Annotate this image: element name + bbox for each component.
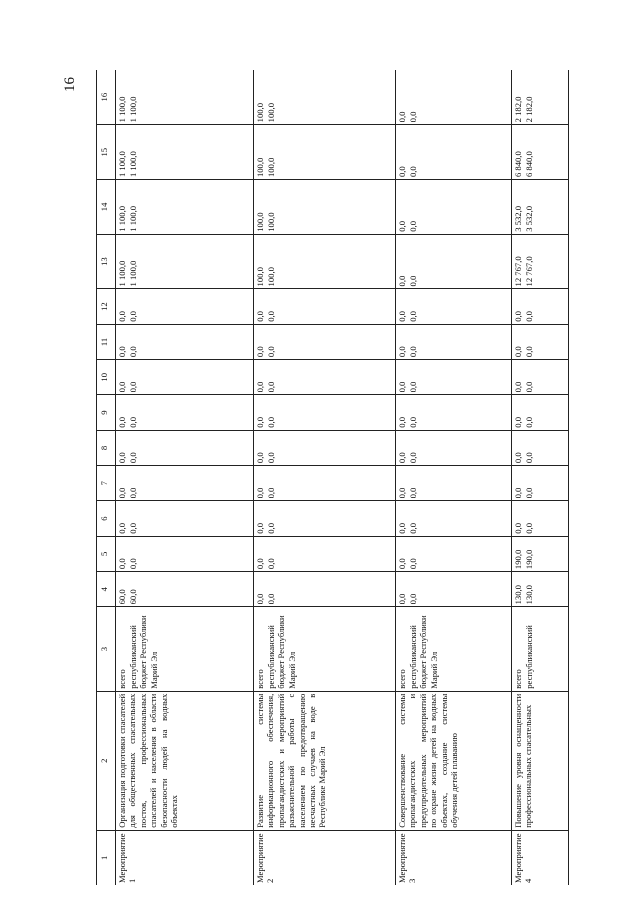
value: 1 100,0	[128, 151, 138, 178]
value: 0,0	[266, 522, 276, 534]
value: 0,0	[513, 522, 523, 534]
table-row	[254, 70, 396, 885]
funding-source: всего	[397, 669, 407, 689]
column-header: 4	[97, 572, 116, 607]
value: 0,0	[266, 311, 276, 322]
value: 0,0	[524, 311, 534, 322]
value: 0,0	[397, 346, 407, 358]
value-cell	[396, 536, 512, 571]
value: 100,0	[255, 157, 265, 178]
value: 0,0	[397, 111, 407, 123]
value: 190,0	[524, 549, 534, 570]
value: 0,0	[128, 381, 138, 393]
value: 1 100,0	[117, 205, 127, 232]
value: 1 100,0	[117, 151, 127, 178]
column-header: 11	[97, 324, 116, 359]
value: 0,0	[408, 275, 418, 287]
value-cell	[512, 536, 569, 571]
value: 0,0	[117, 311, 127, 322]
value-cell	[116, 430, 254, 465]
value-cell	[254, 430, 396, 465]
value-cell	[512, 430, 569, 465]
value: 3 532,0	[513, 205, 523, 232]
value: 0,0	[128, 522, 138, 534]
column-header: 5	[97, 536, 116, 571]
value: 0,0	[117, 381, 127, 393]
value-cell	[512, 466, 569, 501]
value: 0,0	[117, 558, 127, 570]
value: 0,0	[255, 487, 265, 499]
value-cell	[254, 501, 396, 536]
value: 0,0	[397, 220, 407, 232]
value-cell	[254, 234, 396, 289]
value: 0,0	[524, 452, 534, 464]
value: 0,0	[266, 558, 276, 570]
value: 0,0	[266, 593, 276, 605]
value-cell	[254, 70, 396, 125]
value: 0,0	[266, 346, 276, 358]
value: 130,0	[513, 585, 523, 605]
value: 1 100,0	[128, 260, 138, 287]
value: 0,0	[266, 381, 276, 393]
value: 0,0	[128, 487, 138, 499]
value-cell	[116, 395, 254, 430]
funding-source: всего	[117, 669, 127, 689]
value: 0,0	[513, 346, 523, 358]
value: 100,0	[266, 212, 276, 232]
value: 6 840,0	[513, 151, 523, 178]
value-cell	[254, 360, 396, 395]
value: 0,0	[397, 452, 407, 464]
value: 0,0	[255, 452, 265, 464]
value: 0,0	[128, 417, 138, 428]
value: 0,0	[255, 381, 265, 393]
column-header: 16	[97, 70, 116, 125]
value-cell	[396, 395, 512, 430]
value: 1 100,0	[117, 260, 127, 287]
column-header: 3	[97, 607, 116, 691]
value: 0,0	[408, 558, 418, 570]
value: 100,0	[255, 212, 265, 232]
value: 0,0	[255, 558, 265, 570]
measure-description: Организация подготовки спасателей для общественных спасательных постов, профессиональных спасателей и населения в области безопасности людей на водных объектах	[116, 691, 254, 830]
value: 100,0	[266, 102, 276, 123]
funding-source-cell	[254, 607, 396, 691]
value-cell	[116, 501, 254, 536]
rotated-table-container	[96, 70, 564, 885]
column-header: 12	[97, 289, 116, 324]
value: 0,0	[397, 593, 407, 605]
value: 0,0	[255, 522, 265, 534]
value: 130,0	[524, 585, 534, 605]
column-header: 13	[97, 234, 116, 289]
value: 0,0	[408, 381, 418, 393]
column-header: 10	[97, 360, 116, 395]
value: 0,0	[128, 311, 138, 322]
value: 0,0	[408, 166, 418, 178]
value-cell	[512, 125, 569, 180]
table-row	[396, 70, 512, 885]
measure-label: Мероприятие 4	[512, 830, 569, 885]
value: 0,0	[117, 346, 127, 358]
funding-source: республиканский бюджет Республики Марий Эл	[408, 615, 439, 689]
value: 12 767,0	[513, 256, 523, 287]
page-number: 16	[62, 77, 78, 92]
column-header: 9	[97, 395, 116, 430]
value-cell	[512, 572, 569, 607]
value-cell	[396, 360, 512, 395]
value: 0,0	[397, 381, 407, 393]
table-row	[116, 70, 254, 885]
value: 0,0	[408, 452, 418, 464]
value: 0,0	[513, 417, 523, 428]
funding-source: республиканский	[524, 625, 534, 689]
value: 0,0	[128, 452, 138, 464]
value: 0,0	[408, 593, 418, 605]
measure-description: Совершенствование системы пропагандистских и предупредительных мероприятий по охране жизни детей на водных объектах, создание системы обучения детей плаванию	[396, 691, 512, 830]
funding-source: всего	[513, 669, 523, 689]
value: 0,0	[397, 558, 407, 570]
value: 0,0	[408, 111, 418, 123]
column-header: 6	[97, 501, 116, 536]
value: 0,0	[408, 487, 418, 499]
value: 0,0	[266, 417, 276, 428]
value-cell	[254, 125, 396, 180]
table-row	[512, 70, 569, 885]
measure-description: Повышение уровня оснащенности профессиональных спасательных	[512, 691, 569, 830]
funding-source-cell	[512, 607, 569, 691]
value: 100,0	[255, 102, 265, 123]
value-cell	[116, 234, 254, 289]
value: 0,0	[397, 417, 407, 428]
column-header: 14	[97, 180, 116, 235]
value: 0,0	[397, 275, 407, 287]
value: 0,0	[513, 311, 523, 322]
value-cell	[116, 324, 254, 359]
measure-description: Развитие системы информационного обеспечения, пропагандистских и мероприятий разъяснительной работы с населением по предотвращению несчастных случаев на воде в Республике Марий Эл	[254, 691, 396, 830]
value: 100,0	[255, 267, 265, 287]
value: 0,0	[524, 417, 534, 428]
value-cell	[396, 430, 512, 465]
value-cell	[396, 501, 512, 536]
value-cell	[396, 466, 512, 501]
value-cell	[512, 360, 569, 395]
value-cell	[116, 360, 254, 395]
value-cell	[254, 324, 396, 359]
value: 0,0	[408, 220, 418, 232]
value-cell	[396, 70, 512, 125]
value-cell	[116, 125, 254, 180]
header-row	[97, 70, 116, 885]
value: 0,0	[524, 487, 534, 499]
value: 60,0	[128, 589, 138, 605]
value-cell	[396, 180, 512, 235]
value: 0,0	[128, 558, 138, 570]
value-cell	[512, 70, 569, 125]
value: 0,0	[524, 381, 534, 393]
value: 0,0	[255, 311, 265, 322]
value-cell	[116, 180, 254, 235]
value-cell	[254, 572, 396, 607]
value: 0,0	[408, 522, 418, 534]
value: 1 100,0	[128, 205, 138, 232]
value: 0,0	[397, 487, 407, 499]
value-cell	[396, 324, 512, 359]
value-cell	[512, 234, 569, 289]
value: 12 767,0	[524, 256, 534, 287]
column-header: 7	[97, 466, 116, 501]
value: 0,0	[255, 346, 265, 358]
measure-label: Мероприятие 3	[396, 830, 512, 885]
value-cell	[396, 572, 512, 607]
measure-label: Мероприятие 1	[116, 830, 254, 885]
measure-label: Мероприятие 2	[254, 830, 396, 885]
value-cell	[512, 395, 569, 430]
column-header: 2	[97, 691, 116, 830]
value: 2 182,0	[524, 96, 534, 123]
funding-source: республиканский бюджет Республики Марий Эл	[266, 615, 297, 689]
value: 0,0	[408, 346, 418, 358]
value: 0,0	[128, 346, 138, 358]
value: 0,0	[255, 417, 265, 428]
value: 0,0	[117, 487, 127, 499]
funding-source-cell	[396, 607, 512, 691]
value: 60,0	[117, 589, 127, 605]
column-header: 15	[97, 125, 116, 180]
value-cell	[512, 324, 569, 359]
value-cell	[512, 501, 569, 536]
value: 3 532,0	[524, 205, 534, 232]
value: 1 100,0	[117, 96, 127, 123]
funding-source: республиканский бюджет Республики Марий Эл	[128, 615, 159, 689]
value-cell	[116, 466, 254, 501]
value: 0,0	[266, 452, 276, 464]
value-cell	[254, 289, 396, 324]
value: 0,0	[117, 522, 127, 534]
value: 2 182,0	[513, 96, 523, 123]
value: 0,0	[397, 166, 407, 178]
value: 0,0	[408, 417, 418, 428]
value: 0,0	[255, 593, 265, 605]
value-cell	[254, 180, 396, 235]
value: 6 840,0	[524, 151, 534, 178]
value: 0,0	[408, 311, 418, 322]
value-cell	[512, 289, 569, 324]
value: 0,0	[524, 346, 534, 358]
value-cell	[396, 125, 512, 180]
value-cell	[116, 536, 254, 571]
value: 100,0	[266, 267, 276, 287]
value-cell	[116, 572, 254, 607]
value: 0,0	[513, 487, 523, 499]
value-cell	[254, 466, 396, 501]
value: 1 100,0	[128, 96, 138, 123]
value: 0,0	[117, 417, 127, 428]
column-header: 1	[97, 830, 116, 885]
value: 0,0	[513, 381, 523, 393]
value: 0,0	[524, 522, 534, 534]
funding-source-cell	[116, 607, 254, 691]
value-cell	[116, 289, 254, 324]
value: 190,0	[513, 549, 523, 570]
budget-table	[96, 70, 569, 885]
value: 0,0	[397, 311, 407, 322]
value-cell	[396, 289, 512, 324]
value-cell	[254, 395, 396, 430]
funding-source: всего	[255, 669, 265, 689]
value: 0,0	[117, 452, 127, 464]
value-cell	[512, 180, 569, 235]
value-cell	[116, 70, 254, 125]
value: 0,0	[266, 487, 276, 499]
column-header: 8	[97, 430, 116, 465]
value: 0,0	[397, 522, 407, 534]
value: 100,0	[266, 157, 276, 178]
value-cell	[254, 536, 396, 571]
value: 0,0	[513, 452, 523, 464]
value-cell	[396, 234, 512, 289]
